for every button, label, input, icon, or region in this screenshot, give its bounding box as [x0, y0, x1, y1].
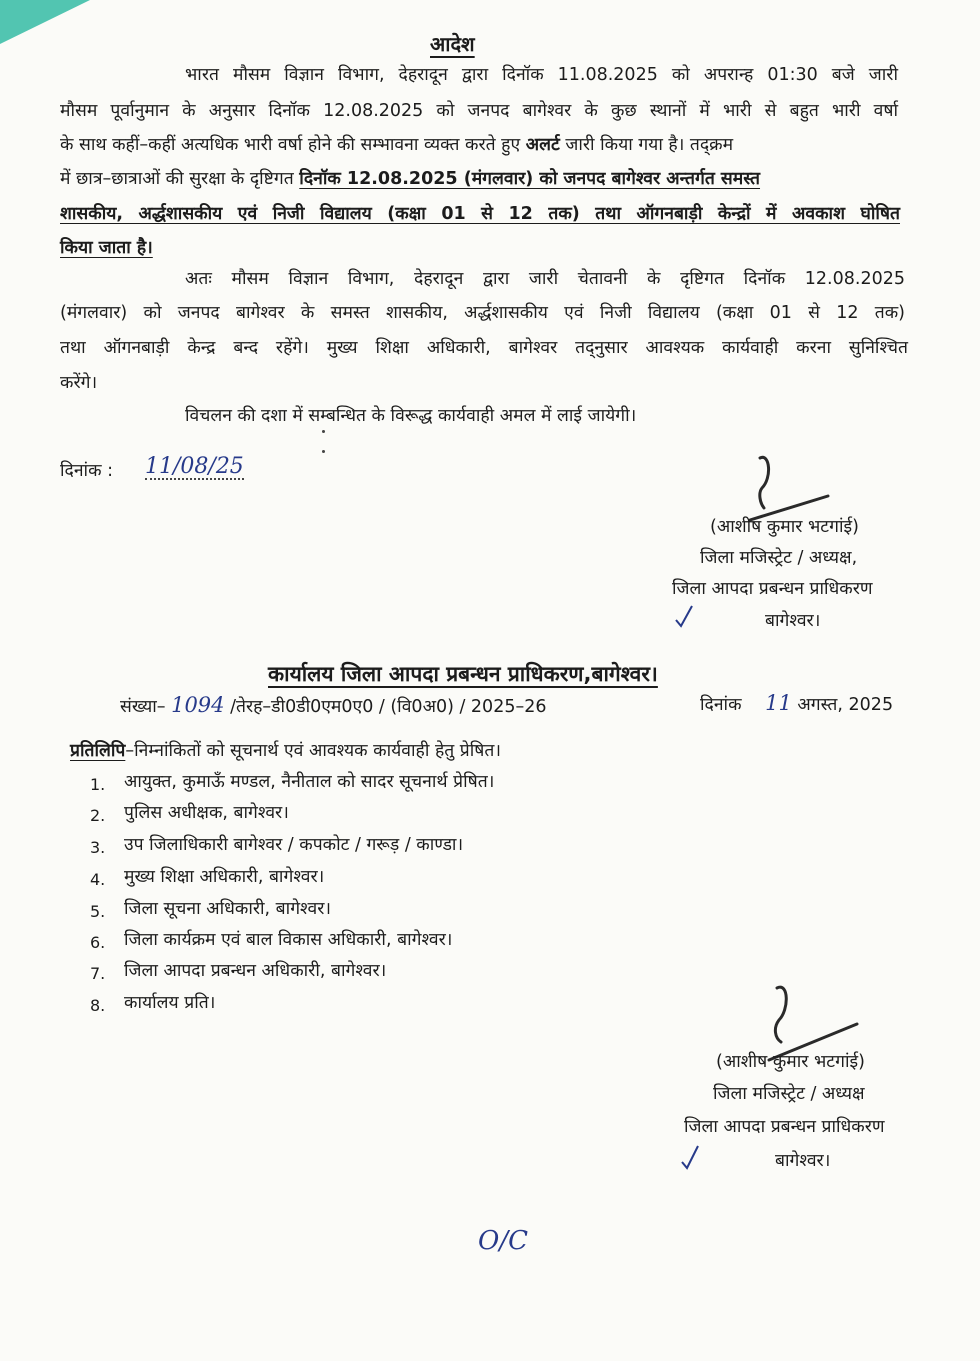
list-item: जिला सूचना अधिकारी, बागेश्वर। — [124, 899, 332, 919]
sig2-designation: जिला मजिस्ट्रेट / अध्यक्ष — [713, 1084, 865, 1104]
letter-number: संख्या– 1094 /तेरह–डी0डी0एम0ए0 / (वि0अ0) / 2025–26 — [120, 693, 547, 717]
office-heading: कार्यालय जिला आपदा प्रबन्धन प्राधिकरण,बागेश्वर। — [268, 662, 658, 686]
sig2-place: बागेश्वर। — [775, 1151, 831, 1171]
list-item-number: 4. — [90, 870, 106, 889]
tick-mark-icon — [678, 1142, 702, 1172]
tick-mark-icon — [672, 602, 696, 630]
sig2-name: (आशीष कुमार भटगांई) — [716, 1052, 865, 1072]
stray-mark — [322, 450, 325, 453]
list-item: कार्यालय प्रति। — [124, 993, 216, 1013]
list-item-number: 7. — [90, 964, 106, 983]
list-item: उप जिलाधिकारी बागेश्वर / कपकोट / गरूड़ / काण्डा। — [124, 835, 464, 855]
order-title: आदेश — [430, 32, 475, 56]
list-item-number: 8. — [90, 996, 106, 1015]
para1-line4: में छात्र–छात्राओं की सुरक्षा के दृष्टिगत दिनॉक 12.08.2025 (मंगलवार) को जनपद बागेश्वर अन्तर्गत समस्त — [60, 169, 761, 189]
sig1-designation: जिला मजिस्ट्रेट / अध्यक्ष, — [700, 548, 858, 568]
list-item-number: 3. — [90, 838, 106, 857]
list-item-number: 1. — [90, 775, 106, 794]
corner-decoration — [0, 0, 90, 44]
letter-date: दिनांक 11 अगस्त, 2025 — [700, 691, 894, 715]
sig1-name: (आशीष कुमार भटगांई) — [710, 517, 859, 537]
order-date-handwritten: 11/08/25 — [145, 454, 244, 479]
para2-line2: (मंगलवार) को जनपद बागेश्वर के समस्त शासकीय, अर्द्धशासकीय एवं निजी विद्यालय (कक्षा 01 से 12 तक) — [60, 303, 905, 323]
para1-line1: भारत मौसम विज्ञान विभाग, देहरादून द्वारा दिनॉक 11.08.2025 को अपरान्ह 01:30 बजे जारी — [185, 65, 898, 85]
para1-line3: के साथ कहीं–कहीं अत्यधिक भारी वर्षा होने की सम्भावना व्यक्त करते हुए अलर्ट जारी किया गया है। तद्क्रम — [60, 135, 734, 155]
para1-line5: शासकीय, अर्द्धशासकीय एवं निजी विद्यालय (कक्षा 01 से 12 तक) तथा ऑगनबाड़ी केन्द्रों में अवकाश घोषित — [60, 204, 900, 224]
sig2-authority: जिला आपदा प्रबन्धन प्राधिकरण — [684, 1117, 885, 1137]
para3: विचलन की दशा में सम्बन्धित के विरूद्ध कार्यवाही अमल में लाई जायेगी। — [185, 406, 637, 426]
list-item: जिला कार्यक्रम एवं बाल विकास अधिकारी, बागेश्वर। — [124, 930, 453, 950]
list-item: मुख्य शिक्षा अधिकारी, बागेश्वर। — [124, 867, 325, 887]
sig1-place: बागेश्वर। — [765, 611, 821, 631]
footer-handwritten-note: O/C — [478, 1226, 528, 1256]
para2-line1: अतः मौसम विज्ञान विभाग, देहरादून द्वारा जारी चेतावनी के दृष्टिगत दिनॉक 12.08.2025 — [185, 269, 905, 289]
list-item: पुलिस अधीक्षक, बागेश्वर। — [124, 803, 289, 823]
para1-line6: किया जाता है। — [60, 238, 153, 258]
sig1-authority: जिला आपदा प्रबन्धन प्राधिकरण — [672, 579, 873, 599]
list-item-number: 2. — [90, 806, 106, 825]
list-item-number: 5. — [90, 902, 106, 921]
para2-line4: करेंगे। — [60, 373, 98, 393]
list-item: जिला आपदा प्रबन्धन अधिकारी, बागेश्वर। — [124, 961, 387, 981]
list-item-number: 6. — [90, 933, 106, 952]
order-date-label: दिनांक : — [60, 461, 113, 481]
copy-intro: प्रतिलिपि–निम्नांकितों को सूचनार्थ एवं आवश्यक कार्यवाही हेतु प्रेषित। — [70, 741, 501, 761]
para1-line2: मौसम पूर्वानुमान के अनुसार दिनॉक 12.08.2025 को जनपद बागेश्वर के कुछ स्थानों में भारी से बहुत भारी वर्षा — [60, 101, 898, 121]
list-item: आयुक्त, कुमाऊँ मण्डल, नैनीताल को सादर सूचनार्थ प्रेषित। — [124, 772, 495, 792]
stray-mark — [322, 430, 325, 433]
para2-line3: तथा ऑगनबाड़ी केन्द्र बन्द रहेंगे। मुख्य शिक्षा अधिकारी, बागेश्वर तद्नुसार आवश्यक कार्यवाही करना सुनिश्चित — [60, 338, 908, 358]
